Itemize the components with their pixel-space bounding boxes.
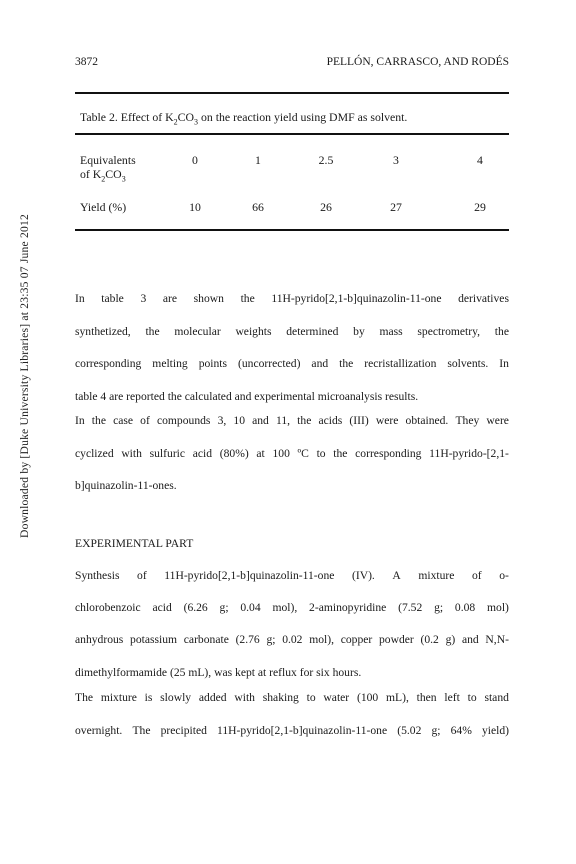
word: and: [252, 414, 269, 427]
running-header: [75, 56, 509, 68]
word: In: [499, 357, 509, 370]
word: are: [162, 292, 178, 305]
word: is: [144, 691, 153, 704]
word: The: [75, 691, 94, 704]
word: (0.2: [420, 633, 439, 646]
word: molecular: [174, 325, 221, 338]
word: synthetized,: [75, 325, 131, 338]
word: the: [494, 325, 509, 338]
word: 11H-pyrido-[2,1-: [429, 447, 509, 460]
word: A: [392, 569, 401, 582]
text-line: [75, 292, 509, 305]
word: points: [198, 357, 228, 370]
text-line: [75, 569, 509, 582]
text-line: [75, 357, 509, 370]
row-label-equivalents: Equivalents of $K_2CO_3$: [80, 153, 136, 184]
word: slowly: [160, 691, 192, 704]
table-cell: 10: [189, 200, 201, 214]
word: of: [472, 569, 482, 582]
word: N,N-: [485, 633, 509, 646]
word: mol): [487, 601, 509, 614]
table-cell: 4: [477, 153, 483, 167]
text-line: [75, 325, 509, 338]
word: In: [75, 292, 85, 305]
word: corresponding: [75, 357, 142, 370]
word: stand: [484, 691, 509, 704]
word: (6.26: [183, 601, 208, 614]
word: 0.02: [282, 633, 303, 646]
table-cell: 1: [255, 153, 261, 167]
word: the: [297, 414, 312, 427]
text-line: b]quinazolin-11-ones.: [75, 479, 177, 492]
word: acids: [318, 414, 343, 427]
word: of: [137, 569, 147, 582]
table-cell: 0: [192, 153, 198, 167]
word: (100: [356, 691, 379, 704]
word: 0.08: [454, 601, 476, 614]
word: to: [316, 447, 326, 460]
page-number: 3872: [75, 56, 98, 68]
word: sulfuric: [149, 447, 186, 460]
word: water: [323, 691, 350, 704]
word: added: [198, 691, 227, 704]
word: with: [121, 447, 142, 460]
word: 64%: [450, 724, 472, 737]
word: mol),: [309, 633, 334, 646]
word: (III): [349, 414, 369, 427]
word: the: [333, 447, 348, 460]
word: melting: [152, 357, 188, 370]
word: the: [91, 414, 106, 427]
word: left: [444, 691, 460, 704]
table-cell: 66: [252, 200, 264, 214]
word: solvents.: [447, 357, 489, 370]
text-line: [75, 724, 509, 737]
word: mixture: [100, 691, 137, 704]
table-bottom-rule: [75, 229, 509, 231]
word: the: [145, 325, 160, 338]
word: anhydrous: [75, 633, 124, 646]
word: to: [306, 691, 316, 704]
word: compounds: [156, 414, 211, 427]
text-line: [75, 414, 509, 427]
word: (IV).: [351, 569, 375, 582]
word: mixture: [418, 569, 455, 582]
word: derivatives: [458, 292, 509, 305]
table-cell: 3: [393, 153, 399, 167]
text-line: [75, 691, 509, 704]
word: copper: [340, 633, 373, 646]
word: 11,: [275, 414, 291, 427]
word: 3,: [217, 414, 227, 427]
text-line: [75, 447, 509, 460]
caption-rule: [75, 133, 509, 135]
word: mol),: [272, 601, 298, 614]
word: mL),: [386, 691, 409, 704]
word: 2-aminopyridine: [309, 601, 387, 614]
table-cell: 2.5: [318, 153, 334, 167]
word: determined: [286, 325, 339, 338]
word: ºC: [297, 447, 309, 460]
word: o-: [499, 569, 509, 582]
word: yield): [481, 724, 509, 737]
text-line: dimethylformamide (25 mL), was kept at reflux for six hours.: [75, 666, 362, 679]
author-names: PELLÓN, CARRASCO, AND RODÉS: [326, 56, 509, 68]
word: obtained.: [405, 414, 449, 427]
table-caption: Table 2. Effect of $K_2CO_3$ on the reaction yield using DMF as solvent.: [80, 110, 408, 127]
text-line: [75, 633, 509, 646]
word: (uncorrected): [238, 357, 301, 370]
word: shaking: [262, 691, 299, 704]
word: by: [353, 325, 365, 338]
word: shown: [193, 292, 224, 305]
word: the: [339, 357, 354, 370]
word: and: [311, 357, 329, 370]
word: precipited: [160, 724, 207, 737]
text-line: table 4 are reported the calculated and experimental microanalysis results.: [75, 390, 419, 403]
word: were: [375, 414, 399, 427]
word: chlorobenzoic: [75, 601, 141, 614]
word: (7.52: [398, 601, 423, 614]
word: overnight.: [75, 724, 123, 737]
word: table: [101, 292, 124, 305]
word: 11H-pyrido[2,1-b]quinazolin-11-one: [271, 292, 442, 305]
word: 11H-pyrido[2,1-b]quinazolin-11-one: [217, 724, 388, 737]
word: corresponding: [355, 447, 422, 460]
text-line: [75, 601, 509, 614]
word: at: [256, 447, 265, 460]
word: powder: [378, 633, 414, 646]
word: g;: [434, 601, 444, 614]
download-watermark: Downloaded by [Duke University Libraries] at 23:35 07 June 2012: [18, 214, 31, 538]
row-label-yield: Yield (%): [80, 200, 127, 214]
table-cell: 27: [390, 200, 402, 214]
word: 100: [272, 447, 290, 460]
word: to: [467, 691, 477, 704]
word: 10: [233, 414, 245, 427]
word: and: [461, 633, 479, 646]
word: spectrometry,: [417, 325, 481, 338]
word: (80%): [219, 447, 249, 460]
word: 11H-pyrido[2,1-b]quinazolin-11-one: [164, 569, 335, 582]
word: (5.02: [397, 724, 422, 737]
word: g): [445, 633, 456, 646]
word: cyclized: [75, 447, 114, 460]
word: They: [455, 414, 480, 427]
word: In: [75, 414, 85, 427]
word: g;: [266, 633, 276, 646]
word: recristallization: [364, 357, 437, 370]
word: (2.76: [235, 633, 260, 646]
word: 0.04: [240, 601, 261, 614]
word: mass: [379, 325, 403, 338]
word: weights: [235, 325, 272, 338]
word: g;: [431, 724, 441, 737]
word: the: [240, 292, 255, 305]
word: Synthesis: [75, 569, 120, 582]
table-cell: 26: [320, 200, 332, 214]
word: carbonate: [183, 633, 229, 646]
word: potassium: [130, 633, 178, 646]
word: acid: [152, 601, 172, 614]
word: of: [140, 414, 150, 427]
table-cell: 29: [474, 200, 486, 214]
word: case: [113, 414, 134, 427]
word: The: [132, 724, 151, 737]
word: were: [486, 414, 509, 427]
word: with: [234, 691, 255, 704]
table-top-rule: [75, 92, 509, 94]
word: g;: [219, 601, 229, 614]
word: 3: [140, 292, 147, 305]
word: then: [416, 691, 437, 704]
word: acid: [192, 447, 213, 460]
